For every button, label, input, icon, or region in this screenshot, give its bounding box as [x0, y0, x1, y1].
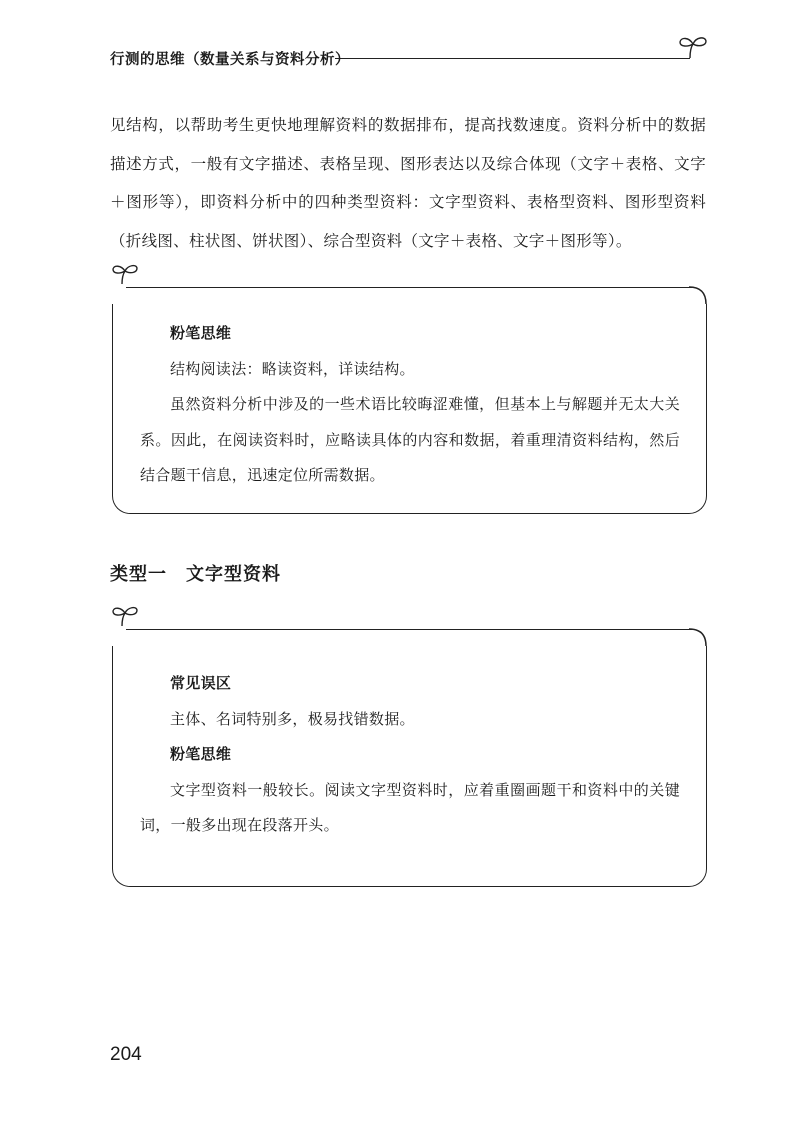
box-content	[140, 316, 680, 494]
box-heading-fenbi-thinking: 粉笔思维	[170, 745, 232, 763]
box-corner-curve	[688, 286, 708, 306]
sprout-icon	[110, 262, 140, 286]
box-paragraph: 文字型资料一般较长。阅读文字型资料时，应着重圈画题干和资料中的关键词，一般多出现在段落开头。	[140, 780, 680, 834]
running-header-title: 行测的思维（数量关系与资料分析）	[110, 52, 350, 68]
header-rule	[335, 58, 690, 59]
sprout-icon	[110, 604, 140, 628]
box-content	[140, 666, 680, 844]
intro-paragraph: 见结构，以帮助考生更快地理解资料的数据排布，提高找数速度。资料分析中的数据描述方式，一般有文字描述、表格呈现、图形表达以及综合体现（文字＋表格、文字＋图形等），即资料分析中的四种类型资料：文字型资料、表格型资料、图形型资料（折线图、柱状图、饼状图）、综合型资料（文字＋表格、文字＋图形等）。	[110, 116, 706, 250]
box-top-rule	[126, 629, 692, 630]
sprout-icon	[676, 34, 710, 60]
box-corner-curve	[688, 628, 708, 648]
box-paragraph: 结构阅读法：略读资料，详读结构。	[170, 359, 415, 378]
box-top-rule	[126, 287, 692, 288]
box-paragraph: 虽然资料分析中涉及的一些术语比较晦涩难懂，但基本上与解题并无太大关系。因此，在阅读资料时，应略读具体的内容和数据，着重理清资料结构，然后结合题干信息，迅速定位所需数据。	[140, 395, 680, 484]
box-heading-common-mistakes: 常见误区	[170, 674, 232, 692]
page-number: 204	[110, 1044, 142, 1065]
box-heading: 粉笔思维	[170, 324, 232, 342]
box-paragraph: 主体、名词特别多，极易找错数据。	[170, 709, 415, 728]
section-title: 类型一 文字型资料	[110, 564, 281, 585]
